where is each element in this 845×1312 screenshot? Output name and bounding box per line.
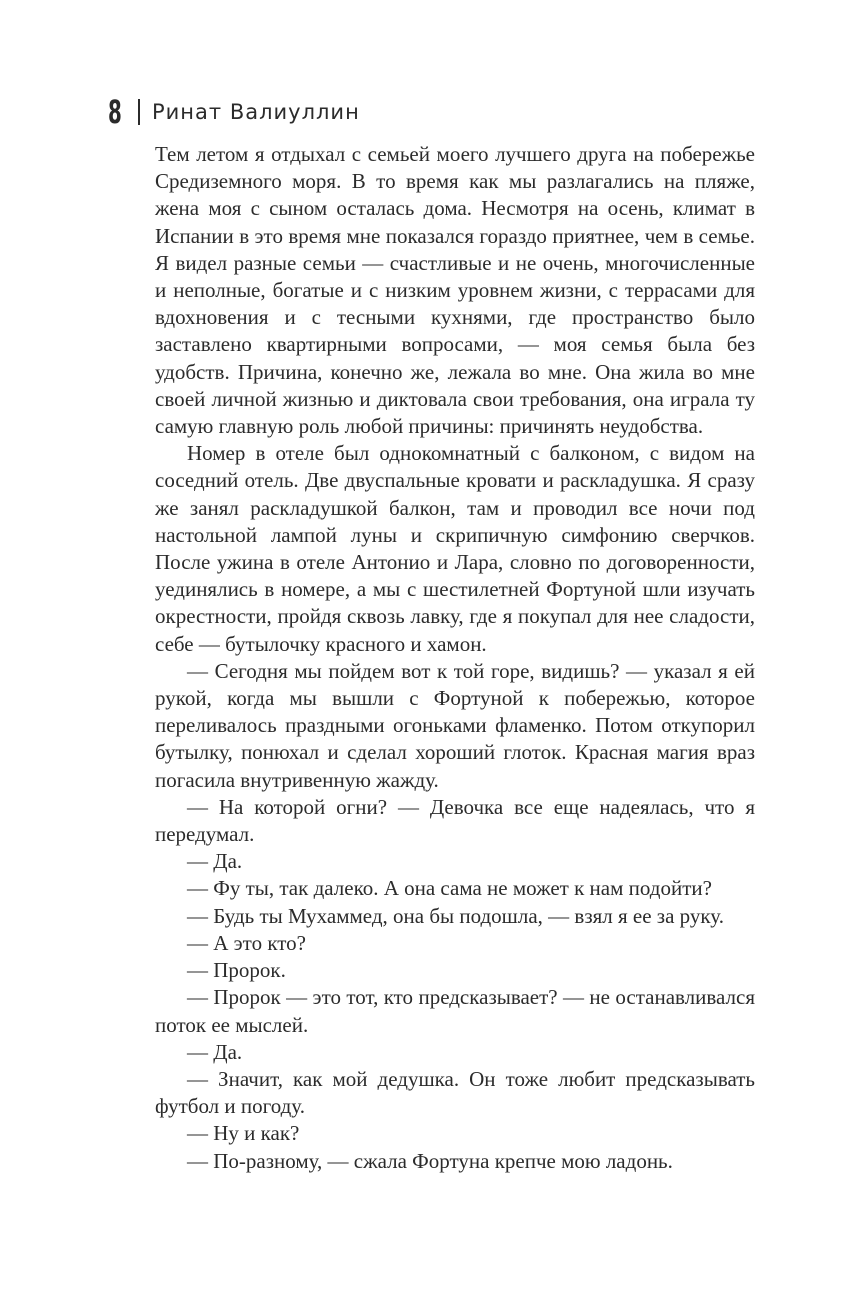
dialogue-line: — Пророк — это тот, кто предсказывает? — не останавливался поток ее мыслей. [155,985,755,1037]
dialogue-line: — А это кто? [187,930,306,955]
dialogue-line: — Пророк. [187,958,286,983]
dialogue-line: — По-разному, — сжала Фортуна крепче мою ладонь. [187,1148,673,1173]
dialogue-line: — Да. [187,849,243,874]
header-divider [138,99,140,125]
running-header [108,92,360,132]
paragraph: Номер в отеле был однокомнатный с балконом, с видом на соседний отель. Две двуспальные кровати и раскладушка. Я сразу же занял раскладушкой балкон, там и проводил все ночи под настольной лампой луны и скрипичную симфонию сверчков. После ужина в отеле Антонио и Лара, словно по договоренности, уединялись в номере, а мы с шестилетней Фортуной шли изучать окрестности, пройдя сквозь лавку, где я покупал для нее сладости, себе — бутылочку красного и хамон. [155,441,755,656]
dialogue-line: — Будь ты Мухаммед, она бы подошла, — взял я ее за руку. [187,903,724,928]
author-name: Ринат Валиуллин [152,100,360,124]
dialogue-line: — Ну и как? [187,1121,300,1146]
dialogue-line: — Сегодня мы пойдем вот к той горе, видишь? — указал я ей рукой, когда мы вышли с Фортуной к побережью, которое переливалось праздными огоньками фламенко. Потом откупорил бутылку, понюхал и сделал хороший глоток. Красная магия враз погасила внутривенную жажду. [155,658,755,792]
page-number: 8 [108,93,122,131]
body-text [155,141,755,1175]
dialogue-line: — Значит, как мой дедушка. Он тоже любит предсказывать футбол и погоду. [155,1066,755,1119]
paragraph: Тем летом я отдыхал с семьей моего лучшего друга на побережье Средиземного моря. В то время как мы разлагались на пляже, жена моя с сыном осталась дома. Несмотря на осень, климат в Испании в это время мне показался гораздо приятнее, чем в семье. Я видел разные семьи — счастливые и не очень, многочисленные и неполные, богатые и с низким уровнем жизни, с террасами для вдохновения и с тесными кухнями, где пространство было заставлено квартирными вопросами, — моя семья была без удобств. Причина, конечно же, лежала во мне. Она жила во мне своей личной жизнью и диктовала свои требования, она играла ту самую главную роль любой причины: причинять неудобства. [155,142,755,439]
dialogue-line: — Да. [187,1039,243,1064]
dialogue-line: — На которой огни? — Девочка все еще надеялась, что я передумал. [155,794,755,847]
dialogue-line: — Фу ты, так далеко. А она сама не может к нам подойти? [187,876,712,901]
